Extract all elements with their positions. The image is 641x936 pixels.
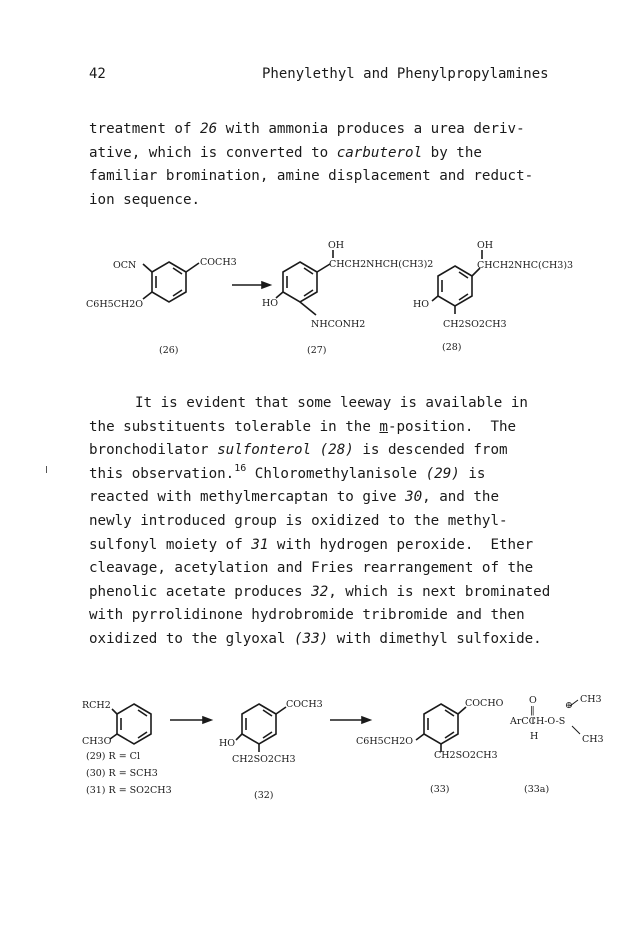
margin-mark <box>46 466 47 473</box>
compound-label-27: (27) <box>307 345 327 356</box>
text-line: ion sequence. <box>89 191 201 208</box>
text-line: sulfonyl moiety of 31 with hydrogen peroxide. Ether <box>89 536 534 553</box>
substituent-oh: OH <box>328 240 345 251</box>
substituent-glyoxal: COCHO <box>465 698 504 709</box>
substituent-methylsulfonylmethyl: CH2SO2CH3 <box>443 319 507 330</box>
substituent-acetyl: COCH3 <box>286 699 323 710</box>
substituent-methoxy: CH3O <box>82 736 112 747</box>
reaction-scheme-2 <box>0 682 641 812</box>
text-line: this observation.$^{16}$ Chloromethylanisole (29) is <box>89 462 486 482</box>
substituent-ho: HO <box>262 298 279 309</box>
positive-charge: ⊕ <box>565 700 573 711</box>
text-line: with pyrrolidinone hydrobromide tribromide and then <box>89 607 525 624</box>
text-line: ative, which is converted to carbuterol by the <box>89 144 482 161</box>
substituent-ho: HO <box>413 299 430 310</box>
compound-label-28: (28) <box>442 342 462 353</box>
substituent-acetyl: COCH3 <box>200 257 237 268</box>
text-line: treatment of 26 with ammonia produces a urea deriv- <box>89 121 525 137</box>
benzene-ring-26 <box>152 262 186 302</box>
paragraph-2 <box>89 392 589 652</box>
benzene-ring-27 <box>283 262 317 302</box>
reaction-scheme-1 <box>0 232 641 362</box>
double-bond-mark: ‖ <box>530 705 535 716</box>
substituent-ho: HO <box>219 738 236 749</box>
intermediate-formula: ArCCH-O-S <box>510 716 566 727</box>
compound-label-33a: (33a) <box>524 784 550 795</box>
substituent-ureido: NHCONH2 <box>311 319 366 330</box>
text-line: familiar bromination, amine displacement and reduct- <box>89 168 534 185</box>
substituent-rch2: RCH2 <box>82 700 111 711</box>
text-line: bronchodilator sulfonterol (28) is descended from <box>89 442 508 459</box>
benzene-ring-32 <box>242 704 276 744</box>
substituent-benzyloxy: C6H5CH2O <box>356 736 414 747</box>
compound-label-31: (31) R = SO2CH3 <box>86 785 172 796</box>
benzene-ring-28 <box>438 266 472 306</box>
oxygen-label: O <box>529 695 537 706</box>
text-line: newly introduced group is oxidized to the methyl- <box>89 512 508 529</box>
substituent-side-chain: CHCH2NHCH(CH3)2 <box>329 259 434 270</box>
compound-label-29: (29) R = Cl <box>86 751 140 762</box>
methyl-label: CH3 <box>582 734 604 745</box>
text-line: the substituents tolerable in the m-position. The <box>89 418 517 435</box>
text-line: reacted with methylmercaptan to give 30, and the <box>89 489 500 506</box>
hydrogen-label: H <box>530 731 539 742</box>
text-line: oxidized to the glyoxal (33) with dimethyl sulfoxide. <box>89 630 542 647</box>
compound-label-30: (30) R = SCH3 <box>86 768 158 779</box>
substituent-oh: OH <box>477 240 494 251</box>
paragraph-1 <box>89 118 589 212</box>
text-line: cleavage, acetylation and Fries rearrangement of the <box>89 560 534 577</box>
compound-label-26: (26) <box>159 345 179 356</box>
substituent-methylsulfonylmethyl: CH2SO2CH3 <box>434 750 498 761</box>
compound-label-33: (33) <box>430 784 450 795</box>
footnote-ref: 16 <box>234 462 247 474</box>
benzene-ring-29 <box>117 704 151 744</box>
substituent-side-chain: CHCH2NHC(CH3)3 <box>477 260 574 271</box>
running-title: Phenylethyl and Phenylpropylamines <box>262 66 549 82</box>
text-line: It is evident that some leeway is available in <box>135 395 528 411</box>
text-line: phenolic acetate produces 32, which is next brominated <box>89 583 551 600</box>
compound-label-32: (32) <box>254 790 274 801</box>
page-number: 42 <box>89 66 106 82</box>
substituent-benzyloxy: C6H5CH2O <box>86 299 144 310</box>
benzene-ring-33 <box>424 704 458 744</box>
methyl-label: CH3 <box>580 694 602 705</box>
substituent-methylsulfonylmethyl: CH2SO2CH3 <box>232 754 296 765</box>
substituent-ocn: OCN <box>113 260 137 271</box>
